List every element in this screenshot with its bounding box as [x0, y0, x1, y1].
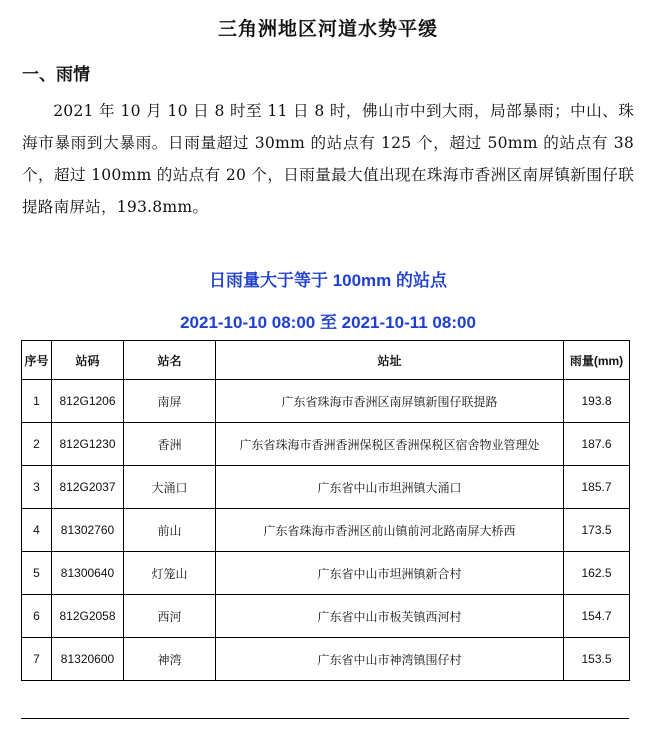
- cell-code: 812G1230: [52, 423, 124, 466]
- cell-name: 香洲: [124, 423, 216, 466]
- cell-index: 7: [22, 638, 52, 681]
- cell-rainfall: 154.7: [564, 595, 630, 638]
- cell-name: 前山: [124, 509, 216, 552]
- table-row: [22, 423, 630, 466]
- cell-address: 广东省中山市坦洲镇新合村: [216, 552, 564, 595]
- cell-name: 神湾: [124, 638, 216, 681]
- cell-address: 广东省中山市板芙镇西河村: [216, 595, 564, 638]
- cell-address: 广东省珠海市香洲区前山镇前河北路南屏大桥西: [216, 509, 564, 552]
- cell-index: 3: [22, 466, 52, 509]
- cell-index: 2: [22, 423, 52, 466]
- rain-summary-paragraph: 2021 年 10 月 10 日 8 时至 11 日 8 时，佛山市中到大雨，局部暴雨；中山、珠海市暴雨到大暴雨。日雨量超过 30mm 的站点有 125 个，超过 50mm 的站点有 38 个，超过 100mm 的站点有 20 个，日雨量最大值出现在珠海市香洲区南屏镇新围仔联提路南屏站，193.8mm。: [22, 102, 634, 216]
- table-row: [22, 380, 630, 423]
- cell-rainfall: 173.5: [564, 509, 630, 552]
- cell-rainfall: 153.5: [564, 638, 630, 681]
- table-row: [22, 552, 630, 595]
- header-name: 站名: [124, 341, 216, 380]
- table-row: [22, 509, 630, 552]
- table-title: 日雨量大于等于 100mm 的站点: [208, 271, 448, 290]
- cell-rainfall: 187.6: [564, 423, 630, 466]
- cell-index: 1: [22, 380, 52, 423]
- header-index: 序号: [22, 341, 52, 380]
- table-row: [22, 595, 630, 638]
- cell-address: 广东省中山市坦洲镇大涌口: [216, 466, 564, 509]
- section-heading-rain: 一、雨情: [22, 65, 90, 85]
- cell-index: 5: [22, 552, 52, 595]
- header-code: 站码: [52, 341, 124, 380]
- table-row: [22, 466, 630, 509]
- cell-code: 81320600: [52, 638, 124, 681]
- cell-name: 灯笼山: [124, 552, 216, 595]
- cell-address: 广东省珠海市香洲区南屏镇新围仔联提路: [216, 380, 564, 423]
- table-header-row: [22, 341, 630, 380]
- cell-name: 西河: [124, 595, 216, 638]
- cell-index: 4: [22, 509, 52, 552]
- cell-rainfall: 162.5: [564, 552, 630, 595]
- cell-name: 大涌口: [124, 466, 216, 509]
- cell-index: 6: [22, 595, 52, 638]
- cell-code: 81302760: [52, 509, 124, 552]
- header-rainfall: 雨量(mm): [564, 341, 630, 380]
- cell-rainfall: 193.8: [564, 380, 630, 423]
- table-row: [22, 638, 630, 681]
- cell-name: 南屏: [124, 380, 216, 423]
- rainfall-stations-table: [21, 340, 630, 681]
- document-title: 三角洲地区河道水势平缓: [217, 18, 438, 40]
- cell-address: 广东省珠海市香洲香洲保税区香洲保税区宿舍物业管理处: [216, 423, 564, 466]
- cell-code: 81300640: [52, 552, 124, 595]
- cell-code: 812G1206: [52, 380, 124, 423]
- cell-address: 广东省中山市神湾镇围仔村: [216, 638, 564, 681]
- table-date-range: 2021-10-10 08:00 至 2021-10-11 08:00: [180, 313, 476, 332]
- cell-rainfall: 185.7: [564, 466, 630, 509]
- cell-code: 812G2037: [52, 466, 124, 509]
- bottom-divider: [21, 718, 629, 719]
- cell-code: 812G2058: [52, 595, 124, 638]
- header-address: 站址: [216, 341, 564, 380]
